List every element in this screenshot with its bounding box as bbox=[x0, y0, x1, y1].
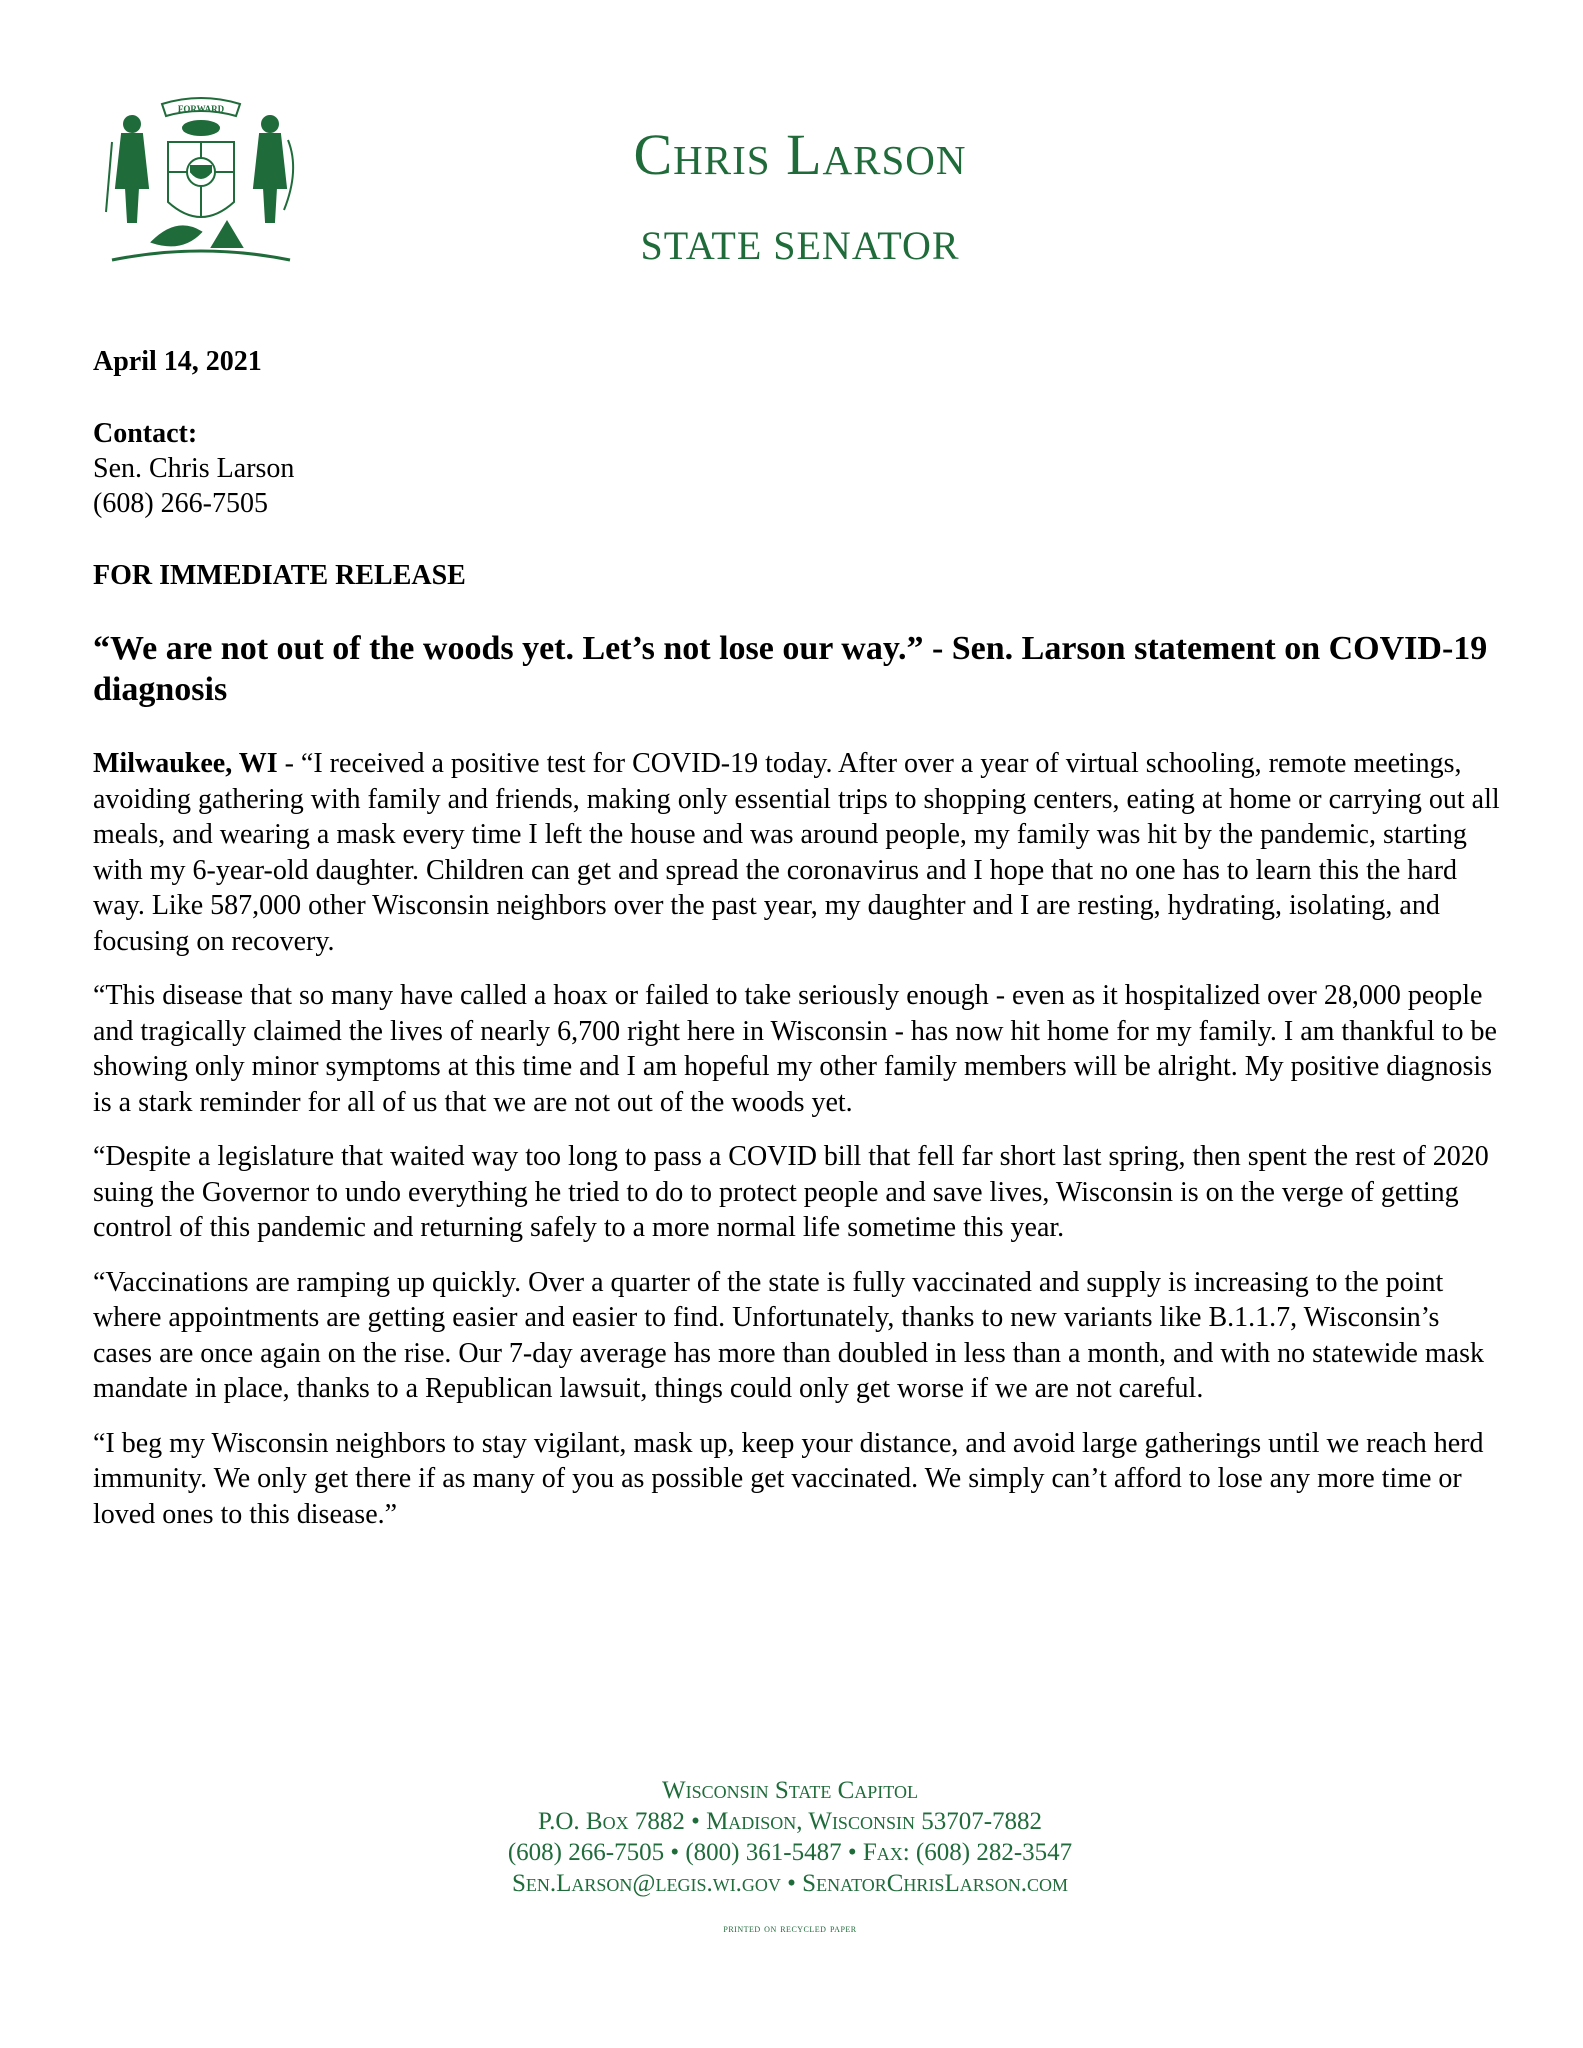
contact-label: Contact: bbox=[93, 418, 198, 449]
dateline: Milwaukee, WI bbox=[93, 748, 278, 779]
body-paragraph-2: “This disease that so many have called a hoax or failed to take seriously enough - even as it hospitalized over 28,000 people and tragically claimed the lives of nearly 6,700 right here in Wisconsin - has now hit home for my family. I am thankful to be showing only minor symptoms at this time and I am hopeful my other family members will be alright. My positive diagnosis is a stark reminder for all of us that we are not out of the woods yet. bbox=[93, 980, 1497, 1118]
press-release-headline: “We are not out of the woods yet. Let’s not lose our way.” - Sen. Larson statement on COVID-19 diagnosis bbox=[93, 630, 1488, 708]
footer-phone-fax: (608) 266-7505 • (800) 361-5487 • Fax: (608) 282-3547 bbox=[507, 1839, 1073, 1866]
footer-mailing-address: P.O. Box 7882 • Madison, Wisconsin 53707-7882 bbox=[537, 1808, 1043, 1835]
wisconsin-state-seal-icon bbox=[92, 92, 310, 274]
body-paragraph-4: “Vaccinations are ramping up quickly. Over a quarter of the state is fully vaccinated and supply is increasing to the point where appointments are getting easier and easier to find. Unfortunately, thanks to new variants like B.1.1.7, Wisconsin’s cases are once again on the rise. Our 7-day average has more than doubled in less than a month, and with no statewide mask mandate in place, thanks to a Republican lawsuit, things could only get worse if we are not careful. bbox=[93, 1266, 1485, 1404]
footer-recycled-note: printed on recycled paper bbox=[723, 1921, 857, 1935]
letterhead-footer bbox=[390, 1775, 1190, 1944]
footer-office: Wisconsin State Capitol bbox=[662, 1777, 918, 1804]
contact-phone: (608) 266-7505 bbox=[93, 488, 268, 519]
contact-name: Sen. Chris Larson bbox=[93, 453, 295, 484]
letterhead-senator-name: Chris Larson bbox=[633, 122, 967, 187]
press-release-body bbox=[93, 746, 1503, 1551]
body-paragraph-1-text: - “I received a positive test for COVID-19 today. After over a year of virtual schooling, remote meetings, avoiding gathering with family and friends, making only essential trips to shopping centers, eating at home or carrying out all meals, and wearing a mask every time I left the house and was around people, my family was hit by the pandemic, starting with my 6-year-old daughter. Children can get and spread the coronavirus and I hope that no one has to learn this the hard way. Like 587,000 other Wisconsin neighbors over the past year, my daughter and I are resting, hydrating, isolating, and focusing on recovery. bbox=[93, 748, 1500, 957]
release-date: April 14, 2021 bbox=[93, 346, 262, 377]
release-label: FOR IMMEDIATE RELEASE bbox=[93, 560, 466, 591]
body-paragraph-3: “Despite a legislature that waited way too long to pass a COVID bill that fell far short last spring, then spent the rest of 2020 suing the Governor to undo everything he tried to do to protect people and save lives, Wisconsin is on the verge of getting control of this pandemic and returning safely to a more normal life sometime this year. bbox=[93, 1141, 1489, 1243]
contact-block bbox=[93, 416, 294, 521]
letterhead-senator-title: STATE SENATOR bbox=[640, 223, 960, 268]
svg-text:FORWARD: FORWARD bbox=[177, 104, 225, 114]
body-paragraph-5: “I beg my Wisconsin neighbors to stay vigilant, mask up, keep your distance, and avoid large gatherings until we reach herd immunity. We only get there if as many of you as possible get vaccinated. We simply can’t afford to lose any more time or loved ones to this disease.” bbox=[93, 1427, 1484, 1530]
body-paragraph-1 bbox=[93, 746, 1503, 959]
footer-email-website: Sen.Larson@legis.wi.gov • SenatorChrisLarson.com bbox=[512, 1870, 1068, 1897]
